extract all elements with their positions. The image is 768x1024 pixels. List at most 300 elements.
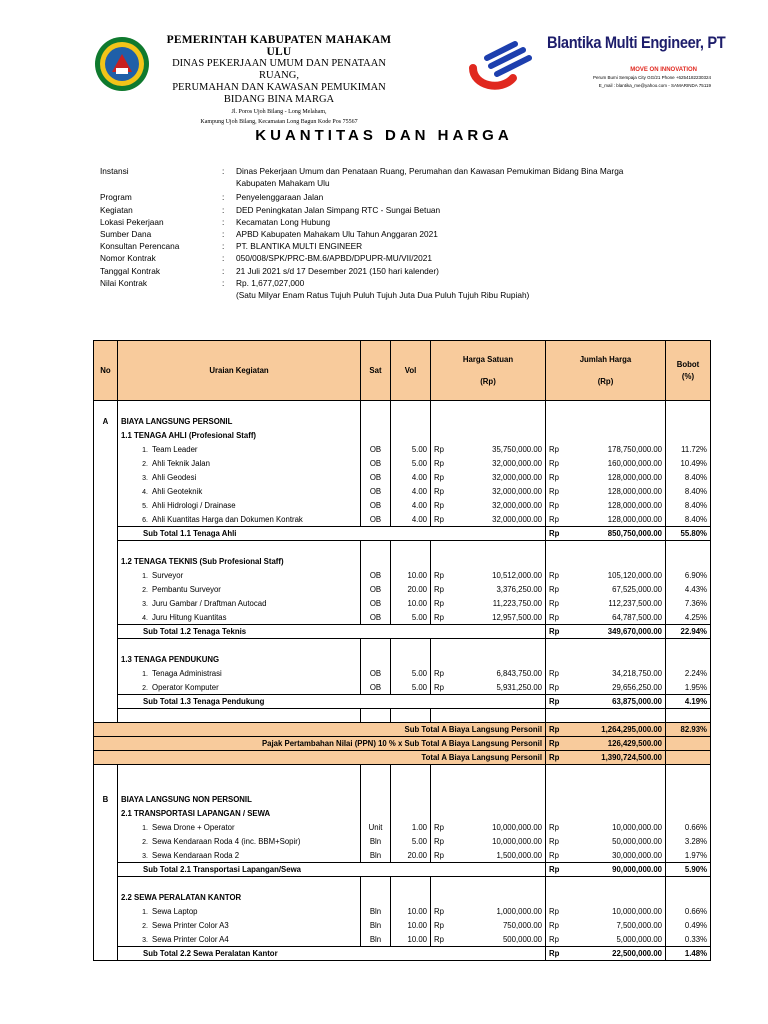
- total-label: [94, 751, 546, 765]
- table-row: [94, 681, 711, 695]
- item-bobot: [666, 905, 711, 919]
- info-label: Instansi: [100, 166, 129, 176]
- table-cell: [666, 765, 711, 779]
- table-cell: [118, 877, 361, 891]
- table-row: [94, 555, 711, 569]
- table-cell: [94, 541, 118, 555]
- item-harga: [431, 513, 546, 527]
- item-bobot: [666, 443, 711, 457]
- table-row: [94, 583, 711, 597]
- subtotal-bobot-text: 55.80%: [680, 529, 707, 538]
- group-title-text: 1.1 TENAGA AHLI (Profesional Staff): [121, 431, 257, 440]
- item-name: [118, 597, 361, 611]
- table-cell: [546, 555, 666, 569]
- subtotal-label-text: Sub Total 2.2 Sewa Peralatan Kantor: [143, 949, 278, 958]
- currency-label: Rp: [549, 599, 559, 608]
- table-cell: [431, 401, 546, 415]
- group-title: [118, 807, 361, 821]
- info-label: Tanggal Kontrak: [100, 265, 160, 276]
- document-title: KUANTITAS DAN HARGA: [255, 127, 513, 144]
- item-bobot: [666, 597, 711, 611]
- group-title-text: 2.2 SEWA PERALATAN KANTOR: [121, 893, 242, 902]
- item-jumlah: [546, 849, 666, 863]
- amount-value: 850,750,000.00: [607, 529, 662, 538]
- table-cell: [94, 443, 118, 457]
- item-sat-text: OB: [369, 473, 382, 482]
- amount-value: 6,843,750.00: [496, 669, 542, 678]
- amount-value: 10,000,000.00: [492, 823, 542, 832]
- table-cell: [546, 765, 666, 779]
- table-cell: [361, 891, 391, 905]
- subtotal-bobot: [666, 625, 711, 639]
- item-sat-text: Bln: [369, 921, 382, 930]
- table-cell: [431, 555, 546, 569]
- item-name: [118, 933, 361, 947]
- table-cell: [94, 653, 118, 667]
- table-cell: [94, 597, 118, 611]
- item-bobot: [666, 513, 711, 527]
- item-bobot: [666, 835, 711, 849]
- item-bobot: [666, 933, 711, 947]
- item-bobot-text: 1.97%: [684, 850, 707, 860]
- regency-emblem-icon: [94, 36, 150, 92]
- table-cell: [546, 415, 666, 429]
- item-name-text: Sewa Printer Color A4: [152, 934, 229, 944]
- table-row: [94, 597, 711, 611]
- table-row: [94, 471, 711, 485]
- item-name: [118, 471, 361, 485]
- item-harga: [431, 485, 546, 499]
- item-sat: [361, 667, 391, 681]
- item-vol-text: 4.00: [411, 501, 427, 510]
- table-cell: [431, 891, 546, 905]
- company-address-1: Perum Bumi Sempaja City GG/21 Phone +6254182230324: [593, 75, 711, 80]
- item-name: [118, 457, 361, 471]
- currency-label: Rp: [434, 473, 444, 482]
- col-harga-unit: (Rp): [480, 376, 496, 386]
- item-name-text: Team Leader: [152, 445, 198, 454]
- item-vol-text: 4.00: [411, 514, 427, 524]
- table-row: [94, 779, 711, 793]
- item-bobot-text: 3.28%: [684, 837, 707, 846]
- item-name: [118, 681, 361, 695]
- currency-label: Rp: [549, 571, 559, 580]
- table-cell: [118, 541, 361, 555]
- currency-label: Rp: [549, 612, 559, 622]
- amount-value: 11,223,750.00: [492, 599, 542, 608]
- amount-value: 128,000,000.00: [607, 514, 662, 524]
- table-cell: [361, 639, 391, 653]
- total-bobot: [666, 737, 711, 751]
- info-label: Program: [100, 192, 132, 203]
- item-sat: [361, 835, 391, 849]
- item-harga: [431, 471, 546, 485]
- item-name: [118, 849, 361, 863]
- info-label: Konsultan Perencana: [100, 241, 180, 252]
- item-name: [118, 821, 361, 835]
- table-cell: [546, 639, 666, 653]
- item-bobot: [666, 821, 711, 835]
- table-cell: [361, 807, 391, 821]
- item-vol-text: 5.00: [411, 669, 427, 678]
- table-header-row: [94, 341, 711, 401]
- amount-value: 126,429,500.00: [607, 739, 662, 748]
- table-cell: [431, 779, 546, 793]
- currency-label: Rp: [549, 501, 559, 510]
- amount-value: 1,000,000.00: [496, 907, 542, 916]
- item-harga: [431, 569, 546, 583]
- item-index: 2.: [142, 461, 148, 468]
- item-name-text: Sewa Printer Color A3: [152, 921, 229, 930]
- item-harga: [431, 667, 546, 681]
- group-title-text: 1.3 TENAGA PENDUKUNG: [121, 655, 220, 664]
- table-cell: [391, 429, 431, 443]
- item-vol: [391, 933, 431, 947]
- item-jumlah: [546, 513, 666, 527]
- amount-value: 3,376,250.00: [496, 585, 542, 594]
- currency-label: Rp: [549, 697, 560, 706]
- item-jumlah: [546, 597, 666, 611]
- amount-value: 50,000,000.00: [612, 837, 662, 846]
- currency-label: Rp: [434, 501, 444, 510]
- item-bobot-text: 8.40%: [684, 473, 707, 482]
- table-row: [94, 709, 711, 723]
- amount-value: 10,512,000.00: [492, 571, 542, 580]
- item-bobot-text: 11.72%: [681, 445, 707, 454]
- subtotal-bobot-text: 4.19%: [684, 697, 707, 706]
- item-vol: [391, 569, 431, 583]
- item-harga: [431, 499, 546, 513]
- item-sat-text: Bln: [369, 850, 382, 860]
- info-colon: :: [222, 253, 225, 264]
- currency-label: Rp: [434, 571, 444, 580]
- item-jumlah: [546, 681, 666, 695]
- currency-label: Rp: [549, 459, 559, 468]
- table-row: [94, 485, 711, 499]
- item-vol-text: 10.00: [407, 599, 427, 608]
- item-vol: [391, 597, 431, 611]
- item-bobot: [666, 569, 711, 583]
- item-sat: [361, 583, 391, 597]
- amount-value: 1,500,000.00: [496, 850, 542, 860]
- item-vol-text: 4.00: [411, 487, 427, 496]
- currency-label: Rp: [549, 865, 560, 874]
- group-title: [118, 429, 361, 443]
- subtotal-label: [118, 947, 546, 961]
- info-value: PT. BLANTIKA MULTI ENGINEER: [236, 241, 363, 252]
- amount-value: 22,500,000.00: [612, 949, 662, 958]
- item-name-text: Ahli Hidrologi / Drainase: [152, 501, 236, 510]
- item-index: 2.: [142, 684, 148, 692]
- amount-value: 10,000,000.00: [612, 823, 662, 832]
- total-bobot-text: 82.93%: [680, 725, 707, 734]
- currency-label: Rp: [434, 934, 444, 944]
- item-name-text: Sewa Kendaraan Roda 2: [152, 850, 240, 860]
- item-vol: [391, 821, 431, 835]
- item-vol-text: 20.00: [407, 850, 427, 860]
- amount-value: 63,875,000.00: [612, 697, 662, 706]
- table-row: [94, 793, 711, 807]
- item-name-text: Sewa Drone + Operator: [152, 823, 235, 832]
- table-row: [94, 905, 711, 919]
- col-jumlah-unit: (Rp): [597, 376, 614, 386]
- table-cell: [361, 653, 391, 667]
- item-sat: [361, 457, 391, 471]
- table-cell: [391, 793, 431, 807]
- subtotal-label-text: Sub Total 2.1 Transportasi Lapangan/Sewa: [143, 865, 301, 874]
- item-index: 2.: [142, 839, 148, 846]
- col-bobot-unit: (%): [681, 371, 695, 381]
- table-cell: [666, 877, 711, 891]
- item-index: 2.: [142, 587, 148, 594]
- table-cell: [391, 541, 431, 555]
- info-value: APBD Kabupaten Mahakam Ulu Tahun Anggaran 2021: [236, 228, 438, 239]
- subtotal-bobot-text: 22.94%: [680, 627, 707, 636]
- info-value: 21 Juli 2021 s/d 17 Desember 2021 (150 hari kalender): [236, 265, 439, 276]
- item-sat-text: Bln: [369, 907, 382, 916]
- amount-value: 500,000.00: [502, 934, 542, 944]
- subtotal-jumlah: [546, 947, 666, 961]
- item-harga: [431, 849, 546, 863]
- total-label-text: Total A Biaya Langsung Personil: [421, 753, 542, 762]
- table-cell: [94, 555, 118, 569]
- amount-value: 128,000,000.00: [607, 473, 662, 482]
- currency-label: Rp: [434, 850, 444, 860]
- currency-label: Rp: [434, 921, 444, 930]
- table-cell: [94, 947, 118, 961]
- amount-value: 1,390,724,500.00: [601, 753, 662, 762]
- item-vol-text: 5.00: [411, 459, 427, 468]
- table-row: [94, 821, 711, 835]
- subtotal-jumlah: [546, 863, 666, 877]
- company-logo-icon: [467, 38, 539, 90]
- item-vol: [391, 443, 431, 457]
- currency-label: Rp: [549, 837, 559, 846]
- section-title-text: BIAYA LANGSUNG NON PERSONIL: [121, 795, 252, 804]
- letterhead: [92, 28, 726, 125]
- amount-value: 32,000,000.00: [492, 459, 542, 468]
- table-row: [94, 639, 711, 653]
- table-cell: [546, 429, 666, 443]
- group-title: [118, 555, 361, 569]
- total-bobot: [666, 751, 711, 765]
- amount-value: 750,000.00: [502, 921, 542, 930]
- item-bobot-text: 8.40%: [684, 514, 707, 524]
- item-sat-text: OB: [369, 501, 382, 510]
- item-harga: [431, 905, 546, 919]
- table-row: [94, 919, 711, 933]
- table-row: [94, 513, 711, 527]
- amount-value: 29,656,250.00: [612, 682, 662, 692]
- item-sat-text: Bln: [369, 837, 382, 846]
- gov-address-1: Jl. Poros Ujoh Bilang - Long Melaham,: [231, 109, 327, 115]
- table-cell: [94, 499, 118, 513]
- table-cell: [391, 779, 431, 793]
- table-cell: [391, 877, 431, 891]
- item-sat: [361, 611, 391, 625]
- item-sat: [361, 821, 391, 835]
- table-row: [94, 765, 711, 779]
- subtotal-label: [118, 527, 546, 541]
- item-name: [118, 919, 361, 933]
- total-jumlah: [546, 737, 666, 751]
- currency-label: Rp: [434, 682, 444, 692]
- currency-label: Rp: [549, 627, 560, 636]
- item-sat: [361, 499, 391, 513]
- info-colon: :: [222, 277, 225, 288]
- item-bobot-text: 0.49%: [684, 921, 707, 930]
- info-label: Nilai Kontrak: [100, 277, 148, 288]
- amount-value: 5,931,250.00: [496, 682, 542, 692]
- table-row: [94, 891, 711, 905]
- table-cell: [94, 625, 118, 639]
- total-label-text: Sub Total A Biaya Langsung Personil: [404, 725, 542, 734]
- item-index: 3.: [142, 475, 148, 482]
- table-cell: [666, 653, 711, 667]
- group-title-text: 2.1 TRANSPORTASI LAPANGAN / SEWA: [121, 809, 271, 818]
- item-sat: [361, 569, 391, 583]
- section-title: [118, 415, 361, 429]
- amount-value: 32,000,000.00: [492, 487, 542, 496]
- item-vol-text: 10.00: [407, 907, 427, 916]
- item-index: 4.: [142, 489, 148, 496]
- item-name: [118, 443, 361, 457]
- currency-label: Rp: [549, 850, 559, 860]
- item-bobot: [666, 611, 711, 625]
- table-cell: [118, 639, 361, 653]
- table-row: [94, 429, 711, 443]
- total-label-text: Pajak Pertambahan Nilai (PPN) 10 % x Sub Total A Biaya Langsung Personil: [261, 739, 542, 748]
- item-index: 1.: [142, 573, 148, 580]
- group-title: [118, 891, 361, 905]
- table-cell: [94, 681, 118, 695]
- subtotal-label: [118, 625, 546, 639]
- currency-label: Rp: [434, 599, 444, 608]
- currency-label: Rp: [549, 739, 560, 748]
- table-cell: [94, 905, 118, 919]
- table-cell: [94, 891, 118, 905]
- item-name-text: Ahli Teknik Jalan: [152, 459, 210, 468]
- item-harga: [431, 835, 546, 849]
- item-name-text: Ahli Geodesi: [152, 473, 197, 482]
- currency-label: Rp: [549, 921, 559, 930]
- table-cell: [546, 877, 666, 891]
- table-cell: [546, 793, 666, 807]
- table-cell: [391, 653, 431, 667]
- table-row: [94, 443, 711, 457]
- currency-label: Rp: [434, 669, 444, 678]
- currency-label: Rp: [549, 725, 560, 734]
- item-vol: [391, 905, 431, 919]
- item-name: [118, 583, 361, 597]
- table-row: [94, 415, 711, 429]
- table-row: [94, 751, 711, 765]
- table-cell: [94, 933, 118, 947]
- table-cell: [94, 611, 118, 625]
- item-name-text: Sewa Laptop: [152, 907, 198, 916]
- table-cell: [431, 709, 546, 723]
- item-vol: [391, 919, 431, 933]
- table-cell: [431, 541, 546, 555]
- currency-label: Rp: [549, 682, 559, 692]
- amount-value: 105,120,000.00: [607, 571, 662, 580]
- item-bobot: [666, 681, 711, 695]
- item-sat: [361, 933, 391, 947]
- table-cell: [94, 527, 118, 541]
- item-harga: [431, 681, 546, 695]
- item-harga: [431, 611, 546, 625]
- item-jumlah: [546, 835, 666, 849]
- gov-line3: PERUMAHAN DAN KAWASAN PEMUKIMAN: [172, 82, 386, 93]
- col-jumlah: [546, 341, 666, 401]
- table-cell: [546, 541, 666, 555]
- item-vol-text: 10.00: [407, 934, 427, 944]
- item-vol: [391, 611, 431, 625]
- table-cell: [94, 709, 118, 723]
- table-row: [94, 933, 711, 947]
- item-name: [118, 569, 361, 583]
- table-cell: [546, 891, 666, 905]
- item-vol-text: 5.00: [411, 682, 427, 692]
- item-vol: [391, 457, 431, 471]
- table-row: [94, 863, 711, 877]
- group-title: [118, 653, 361, 667]
- quantity-price-table: [93, 340, 711, 961]
- table-cell: [431, 793, 546, 807]
- item-index: 3.: [142, 601, 148, 608]
- item-vol-text: 4.00: [411, 473, 427, 482]
- group-title-text: 1.2 TENAGA TEKNIS (Sub Profesional Staff): [121, 557, 284, 566]
- currency-label: Rp: [434, 514, 444, 524]
- table-row: [94, 499, 711, 513]
- table-cell: [546, 807, 666, 821]
- subtotal-bobot: [666, 947, 711, 961]
- info-label: Kegiatan: [100, 204, 133, 215]
- currency-label: Rp: [434, 459, 444, 468]
- amount-value: 112,237,500.00: [608, 599, 662, 608]
- currency-label: Rp: [434, 487, 444, 496]
- table-cell: [431, 877, 546, 891]
- gov-address-2: Kampung Ujoh Bilang, Kecamatan Long Bagun Kode Pos 75567: [200, 119, 358, 125]
- table-cell: [361, 415, 391, 429]
- item-jumlah: [546, 583, 666, 597]
- subtotal-label-text: Sub Total 1.1 Tenaga Ahli: [143, 529, 237, 538]
- item-sat: [361, 513, 391, 527]
- section-no: [94, 415, 118, 429]
- info-value: DED Peningkatan Jalan Simpang RTC - Sungai Betuan: [236, 204, 441, 215]
- item-name-text: Juru Hitung Kuantitas: [152, 612, 227, 622]
- table-cell: [94, 513, 118, 527]
- item-harga: [431, 597, 546, 611]
- table-cell: [391, 555, 431, 569]
- info-label: Lokasi Pekerjaan: [100, 216, 164, 227]
- item-sat-text: OB: [369, 682, 382, 692]
- item-bobot-text: 7.36%: [684, 599, 707, 608]
- table-cell: [94, 849, 118, 863]
- item-sat: [361, 597, 391, 611]
- table-cell: [666, 793, 711, 807]
- total-jumlah: [546, 723, 666, 737]
- table-cell: [546, 709, 666, 723]
- item-bobot-text: 0.33%: [684, 934, 707, 944]
- item-jumlah: [546, 919, 666, 933]
- table-row: [94, 849, 711, 863]
- currency-label: Rp: [549, 487, 559, 496]
- item-name: [118, 835, 361, 849]
- item-sat: [361, 443, 391, 457]
- table-row: [94, 401, 711, 415]
- item-bobot-text: 1.95%: [684, 682, 707, 692]
